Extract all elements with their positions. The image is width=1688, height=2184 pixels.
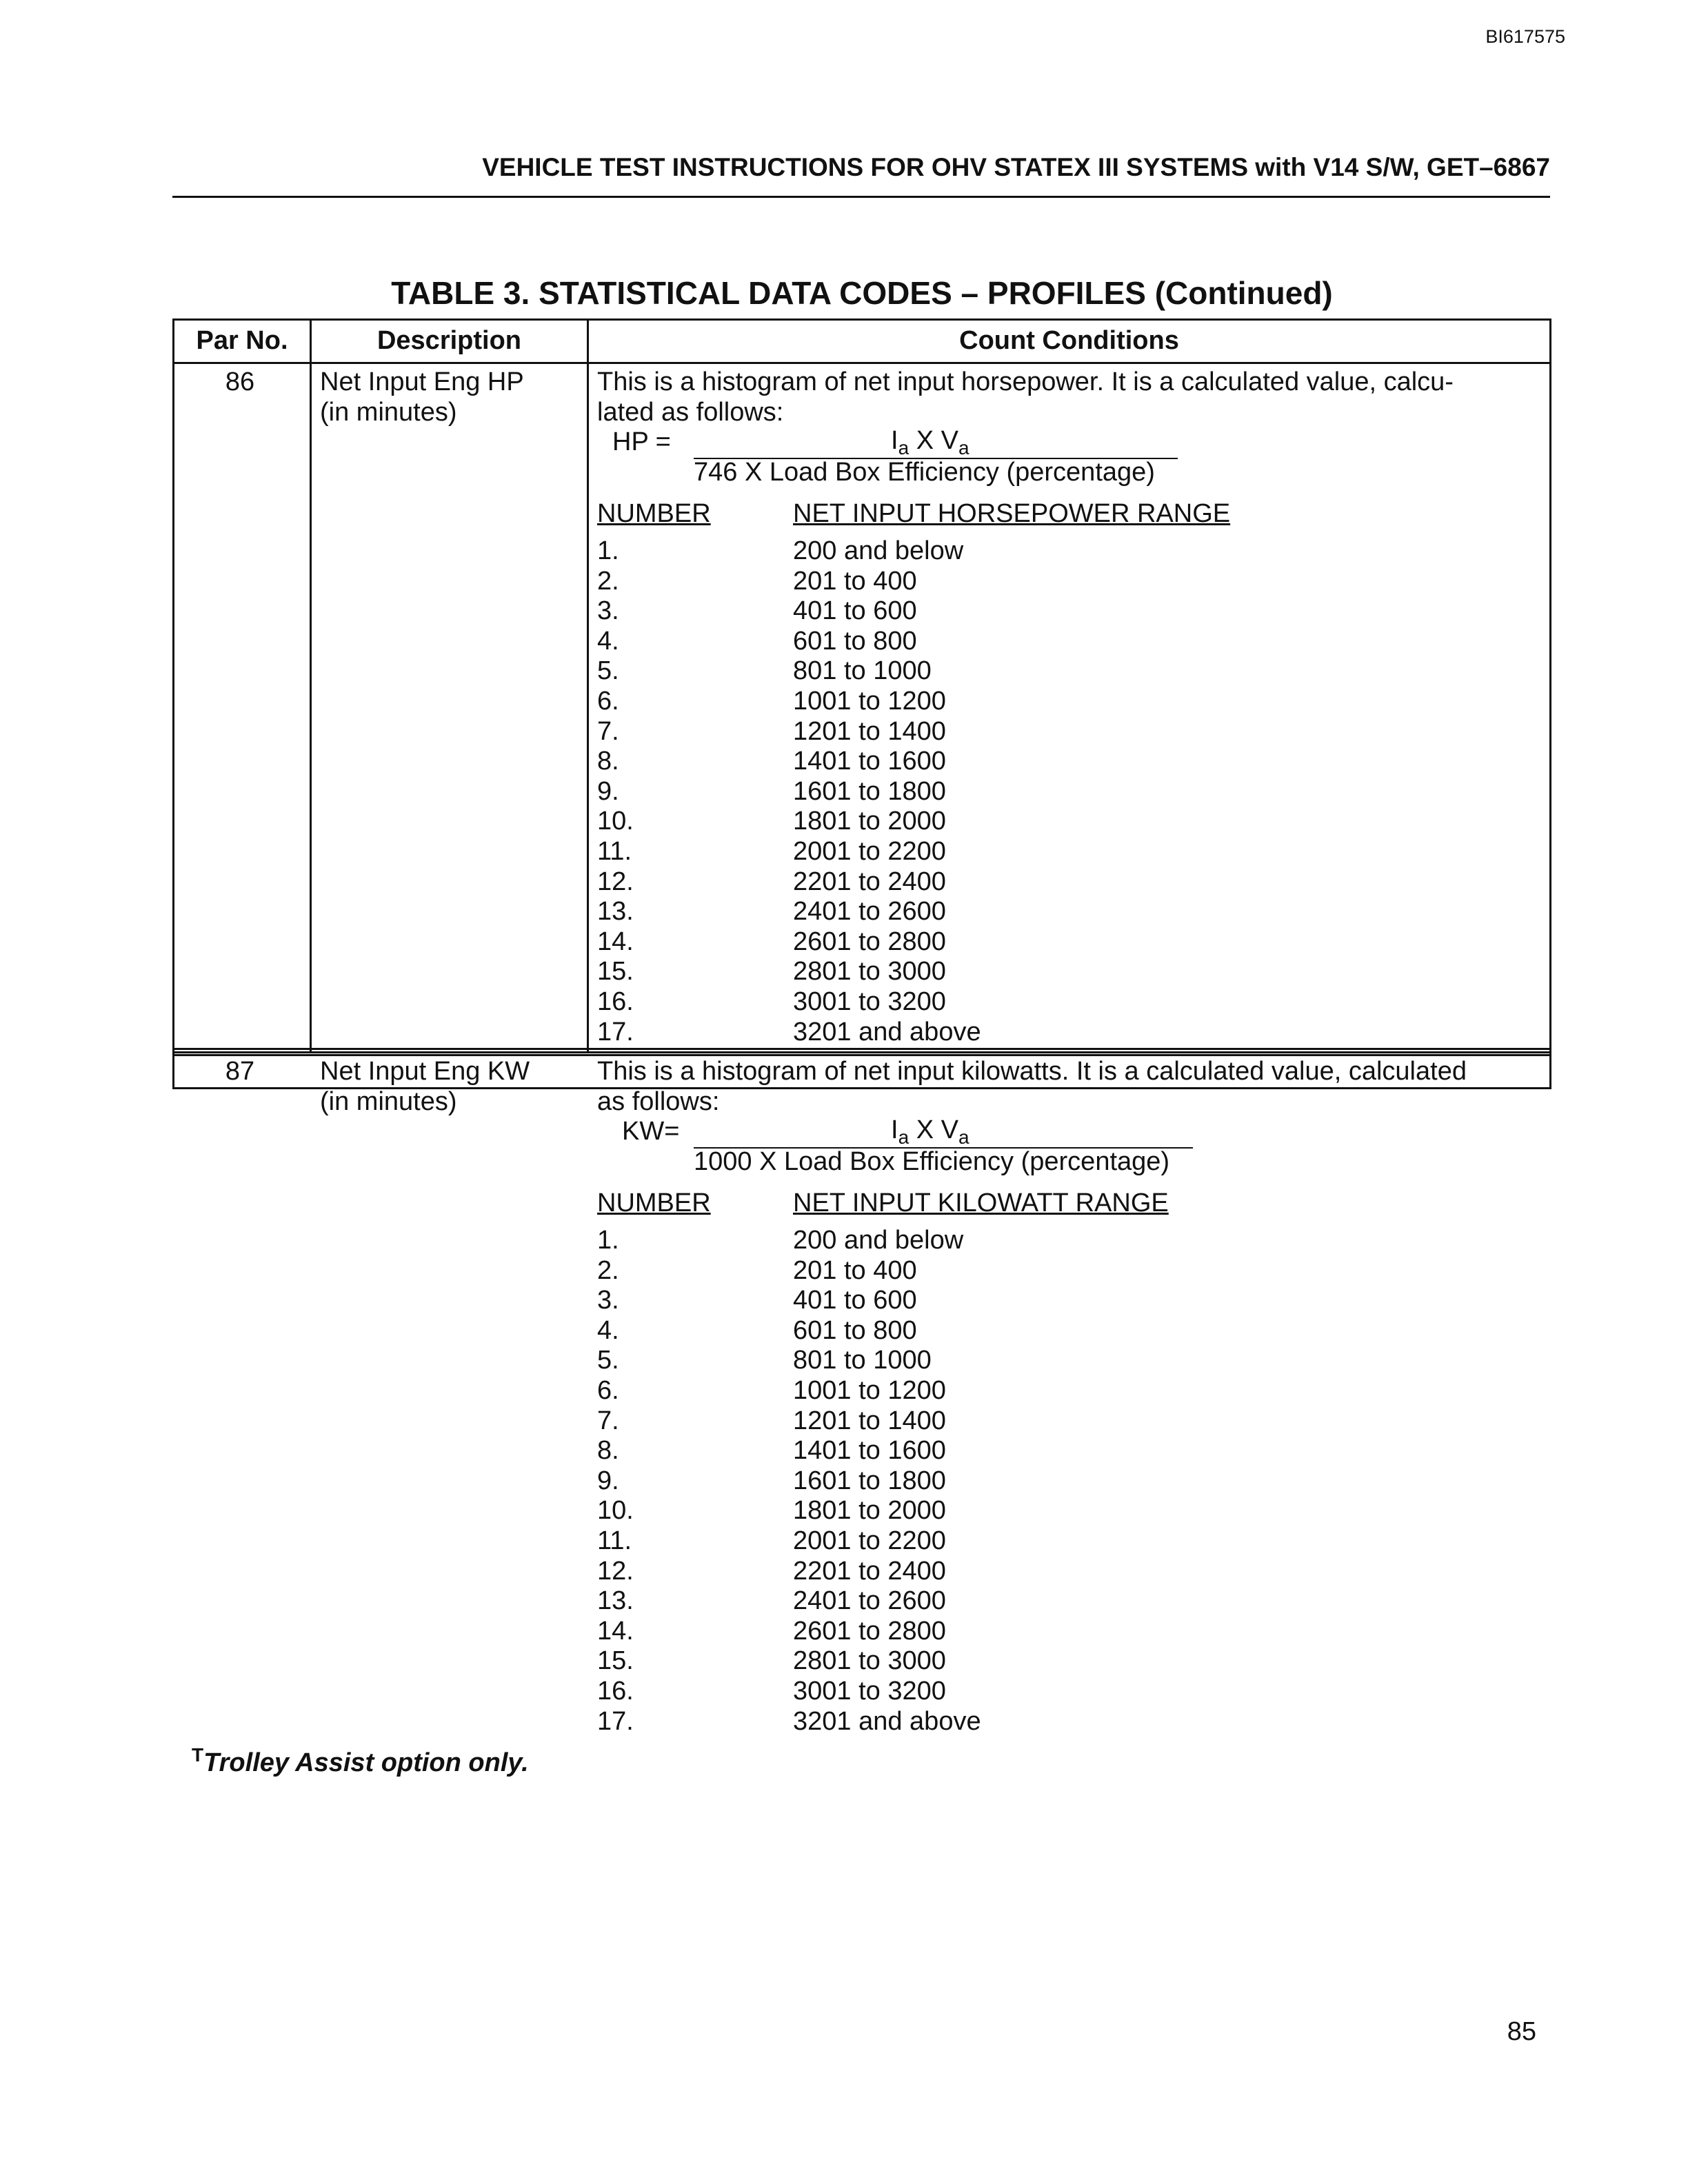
range-number: 5. bbox=[597, 656, 619, 686]
range-number: 6. bbox=[597, 1375, 619, 1405]
range-number: 8. bbox=[597, 747, 619, 776]
text-line: This is a histogram of net input kilowatts. It is a calculated value, calculated bbox=[597, 1057, 1467, 1086]
range-number: 11. bbox=[597, 1526, 632, 1555]
range-value: 801 to 1000 bbox=[793, 656, 932, 686]
range-value: 2401 to 2600 bbox=[793, 1586, 946, 1616]
formula-numerator: $I_a$ X $V_a$ bbox=[891, 1115, 969, 1148]
description-cell bbox=[320, 1056, 530, 1117]
formula-lhs: HP = bbox=[612, 427, 671, 456]
range-value: 1201 to 1400 bbox=[793, 716, 946, 746]
range-number: 1. bbox=[597, 1226, 619, 1255]
range-value: 2201 to 2400 bbox=[793, 867, 946, 896]
number-list bbox=[597, 1226, 634, 1737]
range-column-header: NET INPUT HORSEPOWER RANGE bbox=[793, 499, 1231, 528]
range-number: 3. bbox=[597, 596, 619, 626]
range-value: 1401 to 1600 bbox=[793, 747, 946, 776]
range-number: 10. bbox=[597, 1496, 634, 1526]
range-value: 3001 to 3200 bbox=[793, 987, 946, 1016]
range-value: 3201 and above bbox=[793, 1706, 981, 1736]
range-number: 3. bbox=[597, 1286, 619, 1315]
range-number: 14. bbox=[597, 927, 634, 956]
range-value: 2801 to 3000 bbox=[793, 957, 946, 987]
footnote-mark: T bbox=[192, 1744, 204, 1766]
range-value: 801 to 1000 bbox=[793, 1346, 932, 1375]
range-number: 1. bbox=[597, 536, 619, 565]
range-number: 5. bbox=[597, 1346, 619, 1375]
range-value: 2601 to 2800 bbox=[793, 927, 946, 956]
range-value: 200 and below bbox=[793, 536, 964, 565]
range-value: 3201 and above bbox=[793, 1017, 981, 1046]
count-conditions-text bbox=[597, 367, 1454, 427]
range-number: 4. bbox=[597, 626, 619, 656]
running-header-title: VEHICLE TEST INSTRUCTIONS FOR OHV STATEX III SYSTEMS with V14 S/W, GET–6867 bbox=[482, 153, 1550, 181]
formula-numerator: $I_a$ X $V_a$ bbox=[891, 426, 969, 458]
column-divider bbox=[587, 321, 589, 1053]
range-value: 2601 to 2800 bbox=[793, 1616, 946, 1646]
text-line: as follows: bbox=[597, 1087, 720, 1116]
formula-denominator: 746 X Load Box Efficiency (percentage) bbox=[694, 458, 1155, 487]
range-value: 201 to 400 bbox=[793, 566, 917, 596]
number-column-header: NUMBER bbox=[597, 499, 711, 528]
range-number: 2. bbox=[597, 1255, 619, 1285]
column-header-par-no: Par No. bbox=[196, 326, 288, 355]
row-divider bbox=[174, 1051, 1549, 1053]
header-rule bbox=[172, 196, 1550, 198]
range-number: 9. bbox=[597, 1466, 619, 1495]
par-no-cell: 87 bbox=[225, 1057, 255, 1086]
range-value: 200 and below bbox=[793, 1226, 964, 1255]
range-value: 201 to 400 bbox=[793, 1255, 917, 1285]
description-line: Net Input Eng HP bbox=[320, 367, 524, 396]
range-number: 9. bbox=[597, 776, 619, 806]
range-number: 17. bbox=[597, 1706, 634, 1736]
range-list bbox=[793, 1226, 981, 1737]
range-number: 10. bbox=[597, 807, 634, 836]
range-value: 3001 to 3200 bbox=[793, 1676, 946, 1706]
range-number: 11. bbox=[597, 836, 632, 866]
range-list bbox=[793, 536, 981, 1047]
range-value: 2001 to 2200 bbox=[793, 836, 946, 866]
column-header-description: Description bbox=[376, 326, 522, 355]
column-divider bbox=[310, 321, 312, 1053]
range-value: 1801 to 2000 bbox=[793, 807, 946, 836]
column-header-count-conditions: Count Conditions bbox=[959, 326, 1179, 355]
range-number: 17. bbox=[597, 1017, 634, 1046]
formula-denominator: 1000 X Load Box Efficiency (percentage) bbox=[694, 1147, 1170, 1176]
range-value: 1601 to 1800 bbox=[793, 1466, 946, 1495]
text-line: This is a histogram of net input horsepower. It is a calculated value, calcu- bbox=[597, 367, 1454, 396]
range-number: 6. bbox=[597, 686, 619, 716]
range-number: 16. bbox=[597, 1676, 634, 1706]
count-conditions-text bbox=[597, 1056, 1467, 1117]
formula-lhs: KW= bbox=[622, 1117, 680, 1146]
range-number: 15. bbox=[597, 957, 634, 987]
range-value: 2401 to 2600 bbox=[793, 897, 946, 927]
table-title: TABLE 3. STATISTICAL DATA CODES – PROFILES (Continued) bbox=[391, 275, 1333, 311]
range-value: 401 to 600 bbox=[793, 1286, 917, 1315]
range-number: 14. bbox=[597, 1616, 634, 1646]
row-divider bbox=[172, 1048, 1551, 1050]
range-value: 601 to 800 bbox=[793, 626, 917, 656]
range-number: 16. bbox=[597, 987, 634, 1016]
range-number: 8. bbox=[597, 1436, 619, 1466]
range-number: 15. bbox=[597, 1646, 634, 1676]
range-value: 1201 to 1400 bbox=[793, 1406, 946, 1435]
description-line: Net Input Eng KW bbox=[320, 1057, 530, 1086]
text-line: lated as follows: bbox=[597, 398, 784, 427]
range-value: 1401 to 1600 bbox=[793, 1436, 946, 1466]
number-column-header: NUMBER bbox=[597, 1189, 711, 1217]
footnote-text: Trolley Assist option only. bbox=[203, 1748, 529, 1777]
range-value: 1001 to 1200 bbox=[793, 1375, 946, 1405]
range-value: 2001 to 2200 bbox=[793, 1526, 946, 1555]
range-column-header: NET INPUT KILOWATT RANGE bbox=[793, 1189, 1169, 1217]
description-line: (in minutes) bbox=[320, 398, 457, 427]
number-list bbox=[597, 536, 634, 1047]
range-number: 7. bbox=[597, 1406, 619, 1435]
footnote bbox=[192, 1744, 529, 1778]
range-value: 1001 to 1200 bbox=[793, 686, 946, 716]
range-value: 1801 to 2000 bbox=[793, 1496, 946, 1526]
description-line: (in minutes) bbox=[320, 1087, 457, 1116]
range-number: 13. bbox=[597, 1586, 634, 1616]
range-number: 12. bbox=[597, 1556, 634, 1586]
range-value: 2201 to 2400 bbox=[793, 1556, 946, 1586]
range-number: 13. bbox=[597, 897, 634, 927]
par-no-cell: 86 bbox=[225, 367, 255, 396]
document-id: BI617575 bbox=[1485, 26, 1565, 47]
header-row-divider bbox=[174, 362, 1549, 364]
range-number: 12. bbox=[597, 867, 634, 896]
range-value: 1601 to 1800 bbox=[793, 776, 946, 806]
range-value: 401 to 600 bbox=[793, 596, 917, 626]
range-value: 601 to 800 bbox=[793, 1315, 917, 1345]
range-number: 4. bbox=[597, 1315, 619, 1345]
range-value: 2801 to 3000 bbox=[793, 1646, 946, 1676]
range-number: 2. bbox=[597, 566, 619, 596]
page-number: 85 bbox=[1507, 2017, 1536, 2046]
description-cell bbox=[320, 367, 524, 427]
range-number: 7. bbox=[597, 716, 619, 746]
